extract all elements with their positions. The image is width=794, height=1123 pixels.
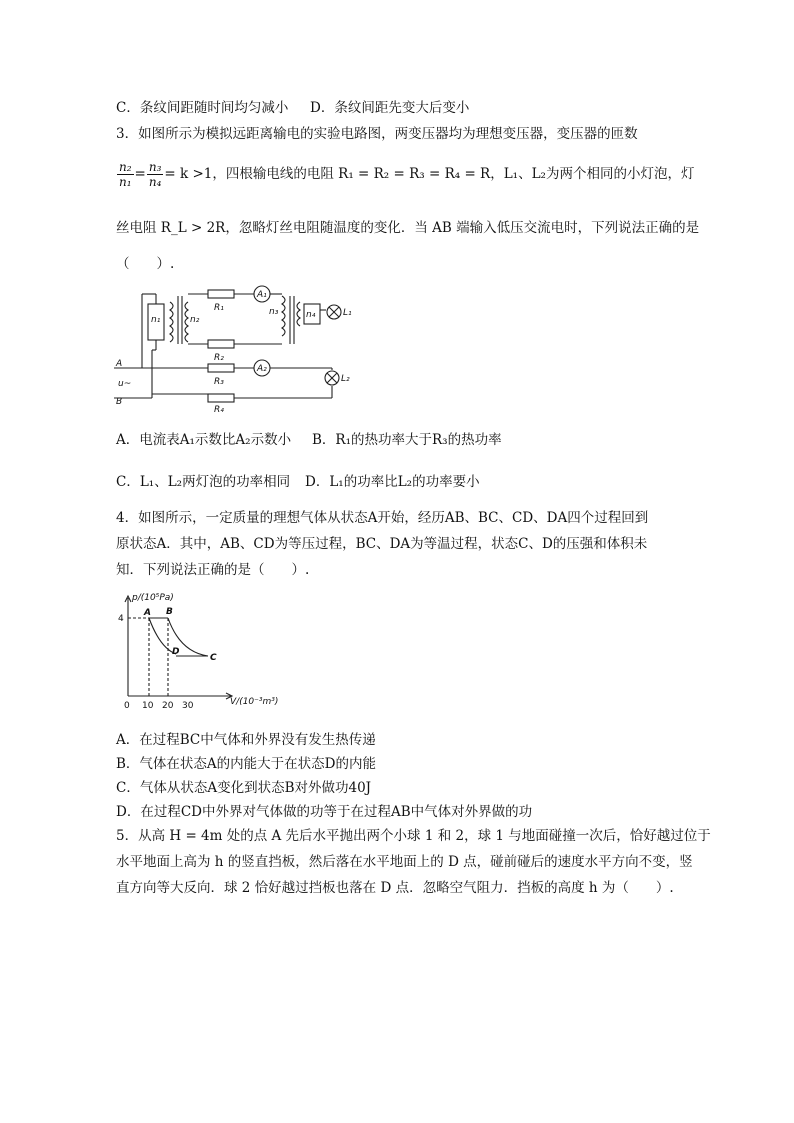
- q4-fig-point-b: B: [166, 607, 173, 617]
- q3-circuit-diagram: [112, 282, 372, 412]
- q2-option-c: C．条纹间距随时间均匀减小: [116, 100, 289, 116]
- q4-option-a: A．在过程BC中气体和外界没有发生热传递: [116, 732, 376, 748]
- q4-pv-graph: [112, 588, 282, 714]
- q4-fig-point-d: D: [172, 647, 180, 657]
- q3-stem-line4: （ ）.: [116, 256, 175, 272]
- q3-frac-2: $\frac{\text{n₃}}{\text{n₄}}$: [148, 160, 162, 189]
- q4-fig-point-a: A: [144, 608, 151, 618]
- q3-fig-r3: R₃: [214, 377, 224, 387]
- q4-fig-point-c: C: [210, 653, 217, 663]
- q3-fig-u: u~: [118, 379, 132, 389]
- q3-option-a: A．电流表A₁示数比A₂示数小: [116, 432, 292, 448]
- q3-stem-line2-text: = k >1，四根输电线的电阻 R₁ = R₂ = R₃ = R₄ = R，L₁、L₂为两个相同的小灯泡，灯: [164, 166, 695, 182]
- q3-fig-n2: n₂: [190, 315, 200, 325]
- q3-fig-r2: R₂: [214, 353, 224, 363]
- q4-fig-xtick-10: 10: [142, 701, 154, 711]
- q4-stem-line3: 知．下列说法正确的是（ ）.: [116, 562, 310, 578]
- q3-fig-n1: n₁: [151, 315, 161, 325]
- q3-fig-a1: A₁: [257, 290, 267, 300]
- q3-fig-r4: R₄: [214, 405, 224, 412]
- q3-fig-r1: R₁: [214, 303, 224, 313]
- q3-fig-l1: L₁: [343, 308, 352, 318]
- q5-line3: 直方向等大反向．球 2 恰好越过挡板也落在 D 点．忽略空气阻力．挡板的高度 h 为（ ）.: [116, 880, 674, 896]
- q3-option-c: C．L₁、L₂两灯泡的功率相同: [116, 474, 291, 490]
- q4-stem-line2: 原状态A．其中，AB、CD为等压过程，BC、DA为等温过程，状态C、D的压强和体积未: [116, 536, 648, 552]
- q4-fig-ytick-4: 4: [118, 614, 124, 624]
- q3-stem-line2: $\frac{\text{n₂}}{\text{n₁}}$ = $\frac{\text{n₃}}{\text{n₄}}$ = k >1，四根输电线的电阻 R₁ = R₂ = R₃ = R₄ = R，L₁、L₂为两个相同的小灯泡，灯: [119, 160, 695, 189]
- q3-fig-n3: n₃: [269, 307, 279, 317]
- q4-fig-xtick-20: 20: [162, 701, 174, 711]
- q3-fig-a2: A₂: [257, 364, 267, 374]
- q4-option-d: D．在过程CD中外界对气体做的功等于在过程AB中气体对外界做的功: [116, 804, 533, 820]
- q4-fig-xlabel: V/(10⁻³m³): [230, 697, 279, 707]
- q4-stem-line1: 4．如图所示，一定质量的理想气体从状态A开始，经历AB、BC、CD、DA四个过程回到: [116, 510, 649, 526]
- q4-fig-ylabel: p/(10⁵Pa): [132, 593, 174, 603]
- q5-line2: 水平地面上高为 h 的竖直挡板，然后落在水平地面上的 D 点，碰前碰后的速度水平方向不变，竖: [116, 854, 693, 870]
- q3-stem-line1: 3．如图所示为模拟远距离输电的实验电路图，两变压器均为理想变压器，变压器的匝数: [116, 126, 638, 142]
- q3-option-b: B．R₁的热功率大于R₃的热功率: [312, 432, 502, 448]
- q4-fig-xtick-30: 30: [182, 701, 194, 711]
- q3-fig-n4: n₄: [306, 310, 316, 320]
- q3-option-d: D．L₁的功率比L₂的功率要小: [305, 474, 480, 490]
- q3-fig-a: A: [116, 359, 123, 369]
- q2-option-d: D．条纹间距先变大后变小: [310, 100, 470, 116]
- q3-frac-1: $\frac{\text{n₂}}{\text{n₁}}$: [119, 160, 132, 189]
- q4-option-b: B．气体在状态A的内能大于在状态D的内能: [116, 756, 376, 772]
- q4-option-c: C．气体从状态A变化到状态B对外做功40J: [116, 780, 372, 796]
- q3-stem-line3: 丝电阻 R_L > 2R，忽略灯丝电阻随温度的变化．当 AB 端输入低压交流电时，下列说法正确的是: [116, 220, 700, 236]
- q5-line1: 5．从高 H = 4m 处的点 A 先后水平抛出两个小球 1 和 2，球 1 与地面碰撞一次后，恰好越过位于: [116, 828, 711, 844]
- q4-fig-xtick-0: 0: [124, 701, 130, 711]
- q3-fig-l2: L₂: [341, 374, 350, 384]
- q3-fig-b: B: [116, 397, 123, 407]
